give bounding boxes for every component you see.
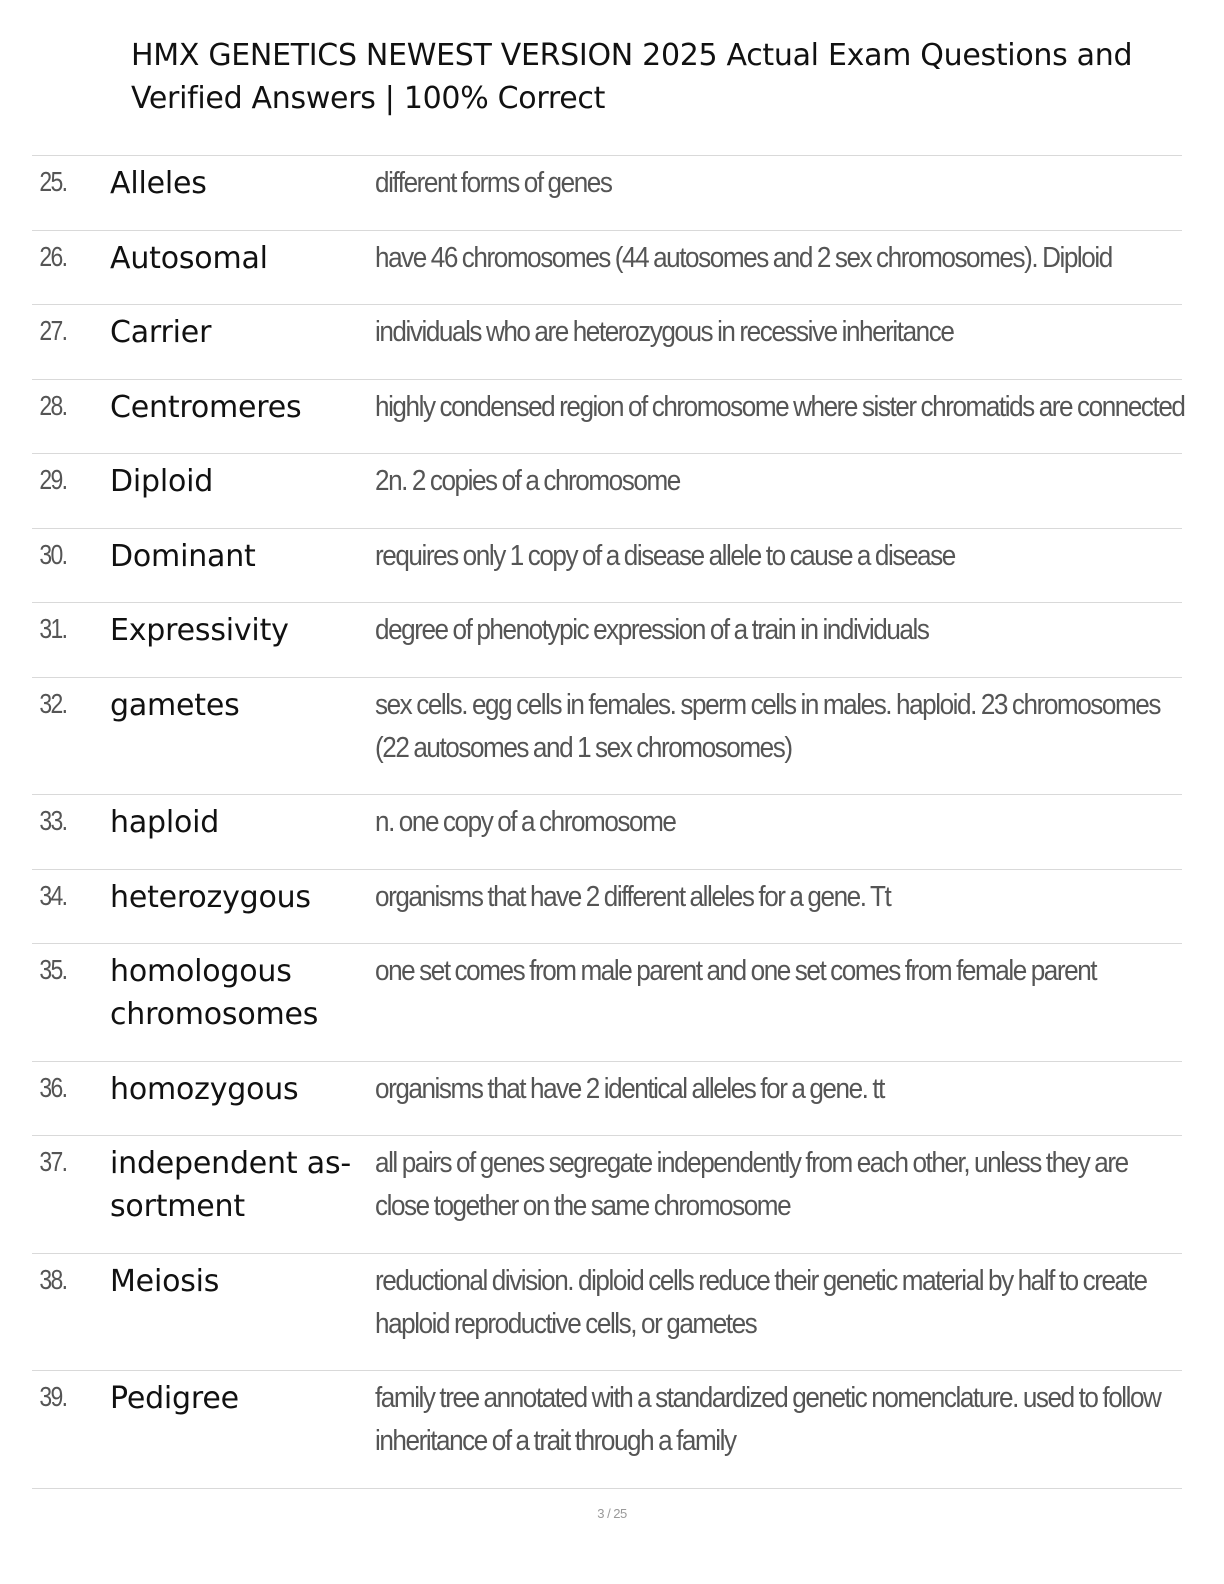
entry-number: 37. [39,1146,67,1177]
entry-term: Pedigree [110,1381,239,1416]
entry-definition: requires only 1 copy of a disease allele to cause a disease [375,539,955,572]
entry-number: 36. [39,1071,67,1103]
table-row [32,603,1182,678]
table-row [32,454,1182,529]
entry-definition: one set comes from male parent and one set comes from female parent [375,955,1097,987]
entry-definition: highly condensed region of chromosome where sister chromatids are connected [375,390,1185,423]
entry-term: Centromeres [110,389,302,425]
table-row [32,944,1182,1062]
entry-term: Meiosis [110,1263,220,1299]
entry-definition-cell [375,801,1182,844]
entry-definition: degree of phenotypic expression of a train in individuals [375,614,929,646]
entry-definition-cell [375,162,1182,205]
entry-number: 30. [39,538,67,570]
entry-term: gametes [110,687,240,723]
entry-number: 28. [39,389,67,421]
document-title: HMX GENETICS NEWEST VERSION 2025 Actual Exam Questions and Verified Answers | 100% Correct [131,38,1133,116]
table-row [32,1062,1182,1137]
table-row [32,231,1182,306]
entry-definition: 2n. 2 copies of a chromosome [375,465,680,497]
entry-definition-cell [375,311,1182,354]
entry-definition: sex cells. egg cells in females. sperm cells in males. haploid. 23 chromosomes (22 autosomes and 1 sex chromosomes) [375,688,1160,764]
entry-number: 34. [39,879,67,911]
entry-definition-cell [375,1142,1182,1228]
entry-number: 38. [39,1263,67,1295]
entry-number: 35. [39,954,67,985]
entry-definition-cell [375,876,1182,919]
entry-term: homologous chromosomes [110,954,319,1032]
entry-number: 32. [39,687,67,719]
entry-definition-cell [375,950,1182,993]
entry-definition-cell [375,460,1182,503]
entry-definition-cell [375,684,1182,770]
entry-term: Diploid [110,464,214,499]
table-row [32,1254,1182,1372]
entry-term: Autosomal [110,240,268,276]
entry-term: Dominant [110,538,256,574]
entry-definition: individuals who are heterozygous in recessive inheritance [375,316,954,348]
entry-definition: all pairs of genes segregate independently from each other, unless they are close together on the same chromosome [375,1147,1128,1222]
glossary-table [32,155,1185,1489]
table-row [32,529,1182,604]
entry-number: 27. [39,315,67,346]
entry-number: 25. [39,166,67,197]
table-row [32,1136,1182,1254]
entry-definition: n. one copy of a chromosome [375,806,676,838]
entry-definition-cell [375,237,1182,280]
table-row [32,678,1182,796]
table-row [32,156,1182,231]
entry-definition: family tree annotated with a standardized genetic nomenclature. used to follow inheritance of a trait through a family [375,1382,1161,1457]
entry-number: 33. [39,805,67,836]
entry-definition-cell [375,535,1182,578]
entry-definition: reductional division. diploid cells reduce their genetic material by half to create haploid reproductive cells, or gametes [375,1264,1147,1340]
entry-term: Expressivity [110,613,289,648]
entry-definition-cell [375,1068,1182,1111]
entry-definition: have 46 chromosomes (44 autosomes and 2 sex chromosomes). Diploid [375,241,1112,274]
table-row [32,1371,1182,1489]
table-row [32,870,1182,945]
entry-definition: organisms that have 2 identical alleles for a gene. tt [375,1072,884,1105]
table-row [32,305,1182,380]
entry-term: independent as-sortment [110,1146,352,1224]
table-row [32,795,1182,870]
entry-term: Carrier [110,315,212,350]
entry-number: 31. [39,613,67,644]
entry-definition-cell [375,1260,1182,1346]
entry-number: 29. [39,464,67,495]
entry-number: 39. [39,1381,67,1412]
entry-definition-cell [375,386,1224,429]
page-indicator: 3 / 25 [597,1506,627,1521]
entry-term: Alleles [110,166,207,201]
entry-definition: different forms of genes [375,167,612,199]
entry-definition-cell [375,1377,1182,1463]
entry-term: homozygous [110,1071,299,1107]
entry-term: haploid [110,805,220,840]
entry-definition-cell [375,609,1182,652]
entry-definition: organisms that have 2 different alleles for a gene. Tt [375,880,891,913]
entry-number: 26. [39,240,67,272]
entry-term: heterozygous [110,879,311,915]
table-row [32,380,1185,455]
